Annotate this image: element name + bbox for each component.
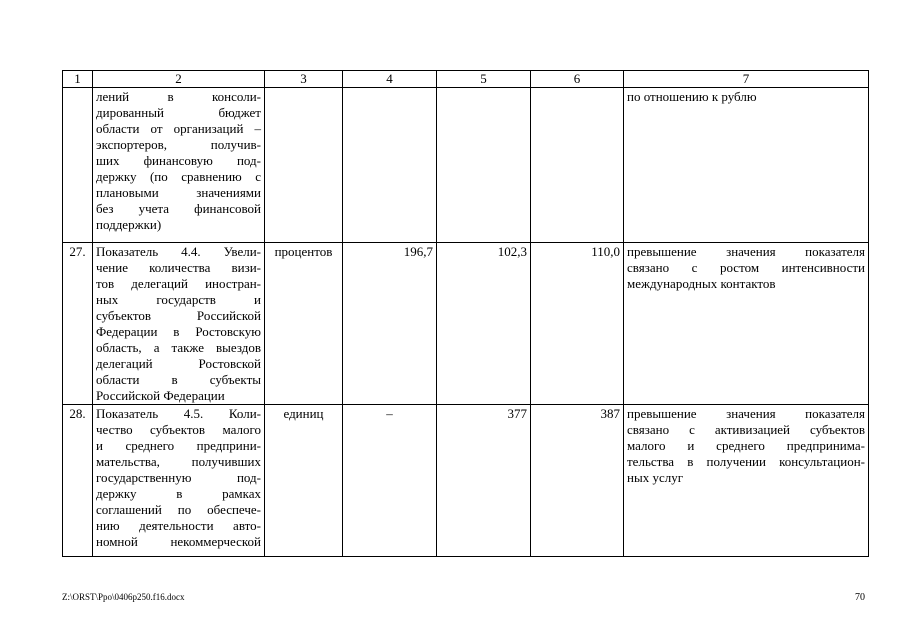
unit-cell [265,88,343,243]
text-line: и среднего предприни- [96,438,261,453]
note-cell [624,88,869,243]
value-cell: 102,3 [437,243,531,405]
text-line: чество субъектов малого [96,422,261,437]
row-number: 27. [63,243,93,405]
table-row [63,405,869,557]
text-line: связано с активизацией субъектов [627,422,865,437]
column-header-6: 6 [531,71,624,88]
text-line: тельства в получении консультацион- [627,454,865,469]
text-line: мательства, получивших [96,454,261,469]
text-line: держку в рамках [96,486,261,501]
value-cell: – [343,405,437,557]
column-header-1: 1 [63,71,93,88]
value-cell [437,88,531,243]
column-header-2: 2 [93,71,265,88]
text-line: государственную под- [96,470,261,485]
note-cell [624,243,869,405]
text-line: делегаций Ростовской [96,356,261,371]
text-line: по отношению к рублю [627,89,757,104]
text-line: превышение значения показателя [627,406,865,421]
row-number: 28. [63,405,93,557]
text-line: ших финансовую под- [96,153,261,168]
text-line: плановыми значениями [96,185,261,200]
text-line: ных услуг [627,470,684,485]
header-row [63,71,869,88]
report-table [62,70,869,557]
indicator-name [93,243,265,405]
text-line: лений в консоли- [96,89,261,104]
value-cell: 196,7 [343,243,437,405]
text-line: превышение значения показателя [627,244,865,259]
indicator-name [93,405,265,557]
text-line: Российской Федерации [96,388,225,403]
text-line: субъектов Российской [96,308,261,323]
text-line: связано с ростом интенсивности [627,260,865,275]
text-line: номной некоммерческой [96,534,261,549]
text-line: международных контактов [627,276,776,291]
text-line: области от организаций – [96,121,261,136]
text-line: Показатель 4.5. Коли- [96,406,261,421]
value-cell [531,88,624,243]
text-line: малого и среднего предпринима- [627,438,865,453]
text-line: область, а также выездов [96,340,261,355]
text-line: соглашений по обеспече- [96,502,261,517]
table-row [63,88,869,243]
text-line: экспортеров, получив- [96,137,261,152]
text-line: дированный бюджет [96,105,261,120]
text-line: Федерации в Ростовскую [96,324,261,339]
text-line: чение количества визи- [96,260,261,275]
text-line: поддержки) [96,217,162,232]
column-header-4: 4 [343,71,437,88]
text-line: держку (по сравнению с [96,169,261,184]
value-cell: 377 [437,405,531,557]
text-line: области в субъекты [96,372,261,387]
note-cell [624,405,869,557]
column-header-3: 3 [265,71,343,88]
value-cell [343,88,437,243]
text-line: Показатель 4.4. Увели- [96,244,261,259]
column-header-7: 7 [624,71,869,88]
column-header-5: 5 [437,71,531,88]
text-line: без учета финансовой [96,201,261,216]
text-line: ных государств и [96,292,261,307]
row-number [63,88,93,243]
text-line: нию деятельности авто- [96,518,261,533]
value-cell: 110,0 [531,243,624,405]
page-number: 70 [855,592,865,603]
table-row [63,243,869,405]
footer-file-path: Z:\ORST\Ppo\0406p250.f16.docx [62,592,185,602]
unit-cell: единиц [265,405,343,557]
unit-cell: процентов [265,243,343,405]
text-line: тов делегаций иностран- [96,276,261,291]
indicator-name [93,88,265,243]
value-cell: 387 [531,405,624,557]
